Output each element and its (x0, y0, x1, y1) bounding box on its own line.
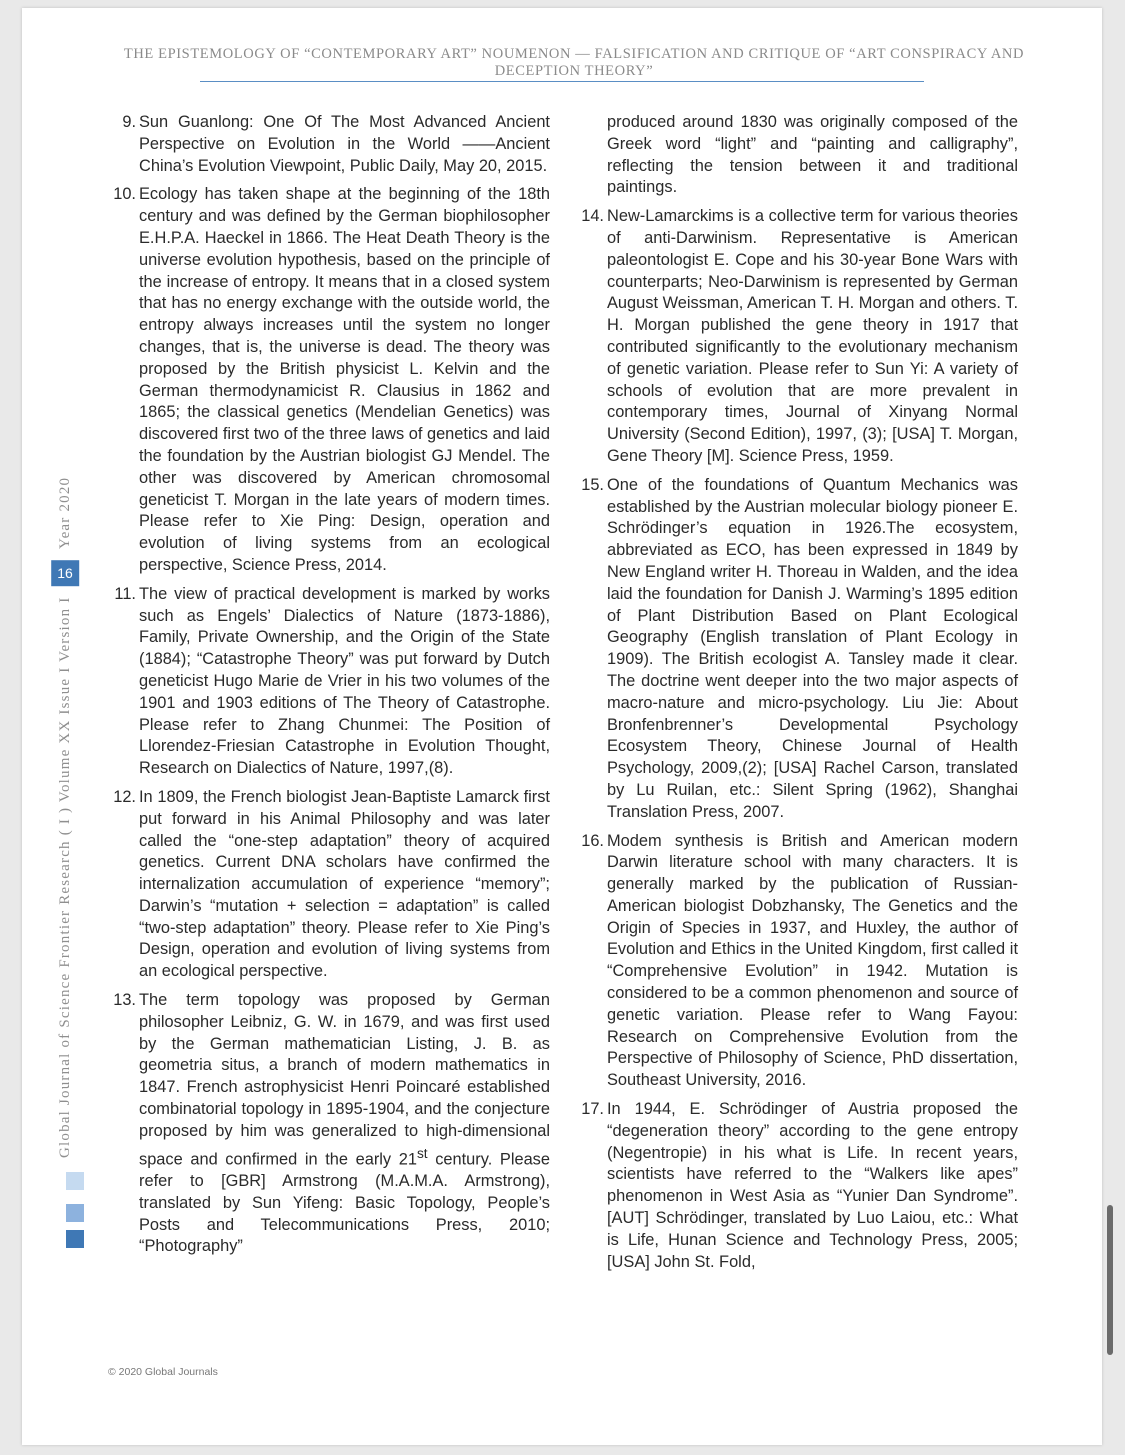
left-column (106, 112, 550, 1265)
journal-side-text (52, 368, 78, 1158)
header-rule (200, 81, 924, 82)
running-header (118, 46, 1030, 80)
footnote-text: The view of practical development is marked by works such as Engels’ Dialectics of Nature (1873-1886), Family, Private Ownership, and the Origin of the State (1884); “Catastrophe Theory” was put forward by Dutch geneticist Hugo Marie de Vrier in his two volumes of the 1901 and 1903 editions of The Theory of Catastrophe. Please refer to Zhang Chunmei: The Position of Llorendez-Friesian Catastrophe in Evolution Thought, Research on Dialectics of Nature, 1997,(8). (139, 584, 550, 778)
footnote-10 (106, 184, 550, 576)
footnote-9 (106, 112, 550, 177)
copyright-footer: © 2020 Global Journals (108, 1366, 218, 1378)
footnote-text: New-Lamarckims is a collective term for various theories of anti-Darwinism. Representative is American paleontologist E. Cope and his 30-year Bone Wars with counterparts; Neo-Darwinism is represented by German August Weissman, American T. H. Morgan and others. T. H. Morgan published the gene theory in 1917 that contributed significantly to the evolutionary mechanism of genetic variation. Please refer to Sun Yi: A variety of schools of evolution that are more prevalent in contemporary times, Journal of Xinyang Normal University (Second Edition), 1997, (3); [USA] T. Morgan, Gene Theory [M]. Science Press, 1959. (607, 207, 1018, 465)
footnote-number: 13. (113, 991, 136, 1010)
journal-year: Year 2020 (57, 476, 73, 549)
journal-side-label (52, 368, 78, 1158)
page-number-badge: 16 (51, 560, 79, 586)
footnote-11 (106, 584, 550, 780)
footnote-text: Sun Guanlong: One Of The Most Advanced Ancient Perspective on Evolution in the World ——Ancient China’s Evolution Viewpoint, Public Daily, May 20, 2015. (139, 113, 550, 175)
footnote-13-continued: produced around 1830 was originally composed of the Greek word “light” and “painting and calligraphy”, reflecting the tension between it and traditional paintings. (607, 113, 1018, 197)
footnote-number: 11. (114, 584, 136, 603)
footnote-16 (574, 831, 1018, 1093)
footnote-17 (574, 1099, 1018, 1273)
footnote-13 (106, 990, 550, 1258)
footnote-text: In 1944, E. Schrödinger of Austria proposed the “degeneration theory” according to the gene entropy (Negentropie) in his what is Life. In recent years, scientists have referred to the “Walkers like apes” phenomenon in West Asia as “Yunier Dan Syndrome”. [AUT] Schrödinger, translated by Luo Laiou, etc.: What is Life, Hunan Science and Technology Press, 2005; [USA] John St. Fold, (607, 1100, 1018, 1271)
running-header-line-2: DECEPTION THEORY” (494, 63, 654, 79)
footnote-text-part: The term topology was proposed by German philosopher Leibniz, G. W. in 1679, and was first used by the German mathematician Listing, J. B. as geometria situs, a branch of modern mathematics in 1847. French astrophysicist Henri Poincaré established combinatorial topology in 1895-1904, and the conjecture proposed by him was generalized to high-dimensional space and confirmed in the early 21 (139, 991, 550, 1169)
footnote-text-part: century. Please refer to [GBR] Armstrong (M.A.M.A. Armstrong), translated by Sun Yifeng: Basic Topology, People’s Posts and Telecommunications Press, 2010; “Photography” (139, 1150, 550, 1256)
right-column (574, 112, 1018, 1280)
page (22, 8, 1102, 1445)
footnote-number: 10. (113, 185, 136, 204)
footnote-15 (574, 475, 1018, 824)
decor-square-mid (66, 1204, 84, 1222)
footnote-number: 9. (122, 113, 136, 131)
footnote-number: 15. (581, 475, 604, 494)
footnote-text: Ecology has taken shape at the beginning of the 18th century and was defined by the German biophilosopher E.H.P.A. Haeckel in 1866. The Heat Death Theory is the universe evolution hypothesis, based on the principle of the increase of entropy. It means that in a closed system that has no energy exchange with the outside world, the entropy always increases until the system no longer changes, that is, the universe is dead. The theory was proposed by the British physicist L. Kelvin and the German thermodynamicist R. Clausius in 1862 and 1865; the classical genetics (Mendelian Genetics) was discovered first two of the three laws of genetics and laid the foundation by the Austrian biologist GJ Mendel. The other was discovered by American chromosomal geneticist T. Morgan in the late years of modern times. Please refer to Xie Ping: Design, operation and evolution of living systems from an ecological perspective, Science Press, 2014. (139, 185, 550, 574)
footnote-number: 14. (581, 207, 604, 226)
footnote-14 (574, 206, 1018, 468)
decor-square-dark (66, 1230, 84, 1248)
journal-citation: Global Journal of Science Frontier Research ( I ) Volume XX Issue I Version I (57, 596, 73, 1158)
running-header-line-1: THE EPISTEMOLOGY OF “CONTEMPORARY ART” NOUMENON — FALSIFICATION AND CRITIQUE OF “ART CONSPIRACY AND (123, 46, 1025, 62)
footnote-text: In 1809, the French biologist Jean-Baptiste Lamarck first put forward in his Animal Philosophy and was later called the “one-step adaptation” theory of acquired genetics. Current DNA scholars have confirmed the internalization accumulation of experience “memory”; Darwin’s “mutation + selection = adaptation” is called “two-step adaptation” theory. Please refer to Xie Ping’s Design, operation and evolution of living systems from an ecological perspective. (139, 787, 550, 981)
footnote-text (139, 990, 550, 1258)
footnote-number: 16. (581, 831, 604, 850)
vertical-scrollbar[interactable] (1107, 1205, 1113, 1355)
decor-square-light (66, 1172, 84, 1190)
footnote-number: 12. (113, 787, 136, 806)
footnote-number: 17. (581, 1100, 604, 1119)
footnote-text: Modem synthesis is British and American modern Darwin literature school with many characters. It is generally marked by the publication of Russian-American biologist Dobzhansky, The Genetics and the Origin of Species in 1937, and Huxley, the author of Evolution and Ethics in the United Kingdom, first called it “Comprehensive Evolution” in 1942. Mutation is considered to be a common phenomenon and source of genetic variation. Please refer to Wang Fayou: Research on Comprehensive Evolution from the Perspective of Philosophy of Science, PhD dissertation, Southeast University, 2016. (607, 831, 1018, 1090)
superscript: st (416, 1145, 428, 1161)
footnote-text: One of the foundations of Quantum Mechanics was established by the Austrian molecular biology pioneer E. Schrödinger’s equation in 1926.The ecosystem, abbreviated as ECO, has been expressed in 1849 by New England writer H. Thoreau in Walden, and the idea laid the foundation for Danish J. Warming’s 1895 edition of Plant Distribution Based on Plant Ecological Geography (English translation of Plant Ecology in 1909). The British ecologist A. Tansley made it clear. The doctrine went deeper into the two major aspects of macro-nature and micro-psychology. Liu Jie: About Bronfenbrenner’s Developmental Psychology Ecosystem Theory, Chinese Journal of Health Psychology, 2009,(2); [USA] Rachel Carson, translated by Lu Ruilan, etc.: Silent Spring (1962), Shanghai Translation Press, 2007. (607, 475, 1018, 821)
footnote-12 (106, 787, 550, 983)
